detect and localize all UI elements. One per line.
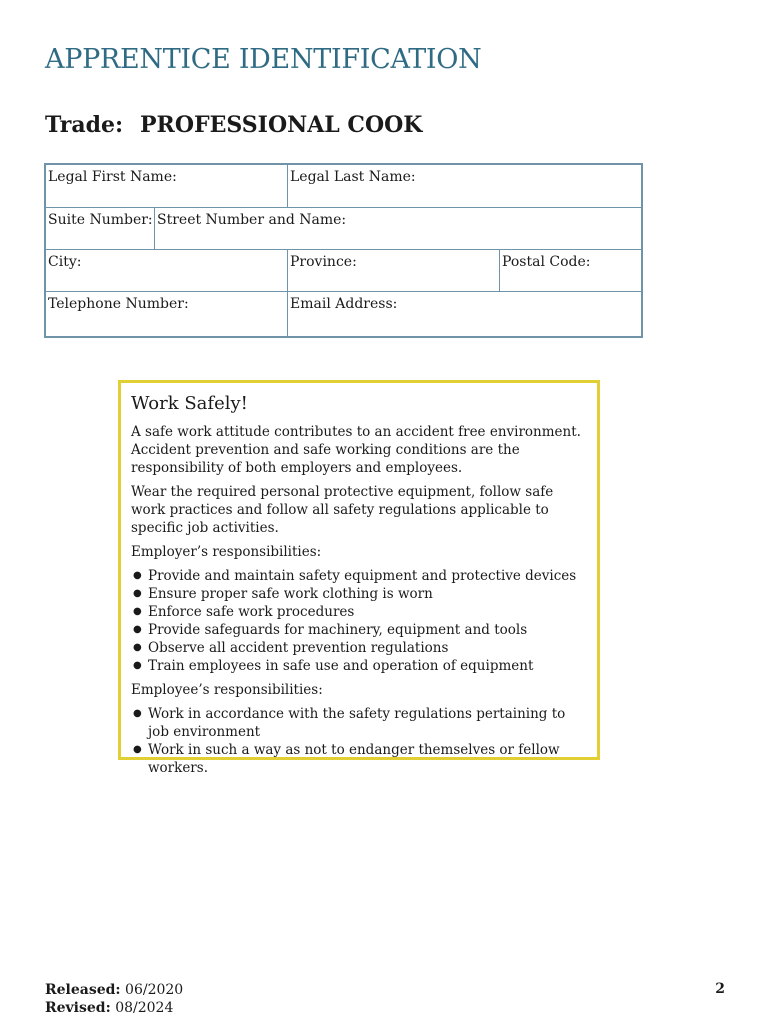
postal-code-field[interactable]: Postal Code: [499,250,641,292]
province-field[interactable]: Province: [287,250,499,292]
employer-list [131,567,587,675]
telephone-field[interactable]: Telephone Number: [48,296,189,312]
revised-value: 08/2024 [115,1000,174,1016]
identification-form [44,163,643,338]
released-label: Released: [45,982,121,998]
bullet-icon: ● [133,708,142,719]
released-value: 06/2020 [125,982,184,998]
employer-heading: Employer’s responsibilities: [131,544,322,560]
safety-heading: Work Safely! [131,393,248,414]
email-field[interactable]: Email Address: [287,292,641,337]
list-item: ● Provide and maintain safety equipment and protective devices [133,568,577,584]
list-item: ● Provide safeguards for machinery, equipment and tools [133,622,528,638]
list-item: ● Enforce safe work procedures [133,604,355,620]
released-line [45,981,183,999]
safety-intro: A safe work attitude contributes to an accident free environment. Accident prevention and safe working conditions are the responsibility of both employers and employees. [131,424,581,476]
trade-value: PROFESSIONAL COOK [140,112,423,138]
bullet-icon: ● [133,588,142,599]
employee-heading: Employee’s responsibilities: [131,682,323,698]
bullet-icon: ● [133,606,142,617]
revised-line [45,999,183,1017]
first-name-field[interactable]: Legal First Name: [48,169,177,185]
trade-row [45,112,422,138]
safety-ppe: Wear the required personal protective equipment, follow safe work practices and follow all safety regulations applicable to specific job activities. [131,484,554,536]
work-safely-box [118,380,600,776]
page-title: APPRENTICE IDENTIFICATION [45,44,482,75]
form-row-location [46,249,641,292]
list-item: ● Work in accordance with the safety regulations pertaining to job environment [133,706,566,740]
suite-number-field[interactable]: Suite Number: [48,212,153,228]
list-item: ● Ensure proper safe work clothing is worn [133,586,433,602]
bullet-icon: ● [133,624,142,635]
last-name-field[interactable]: Legal Last Name: [287,165,641,207]
city-field[interactable]: City: [48,254,82,270]
form-row-contact [46,291,641,337]
street-field[interactable]: Street Number and Name: [154,208,641,250]
bullet-icon: ● [133,660,142,671]
revised-label: Revised: [45,1000,111,1016]
form-row-name [46,165,641,207]
form-row-address [46,207,641,250]
bullet-icon: ● [133,570,142,581]
trade-label: Trade: [45,112,124,138]
page-number: 2 [715,981,725,997]
list-item: ● Work in such a way as not to endanger themselves or fellow workers. [133,742,560,776]
employee-list [131,705,587,777]
footer-dates [45,981,183,1017]
list-item: ● Train employees in safe use and operation of equipment [133,658,534,674]
bullet-icon: ● [133,642,142,653]
bullet-icon: ● [133,744,142,755]
list-item: ● Observe all accident prevention regulations [133,640,449,656]
